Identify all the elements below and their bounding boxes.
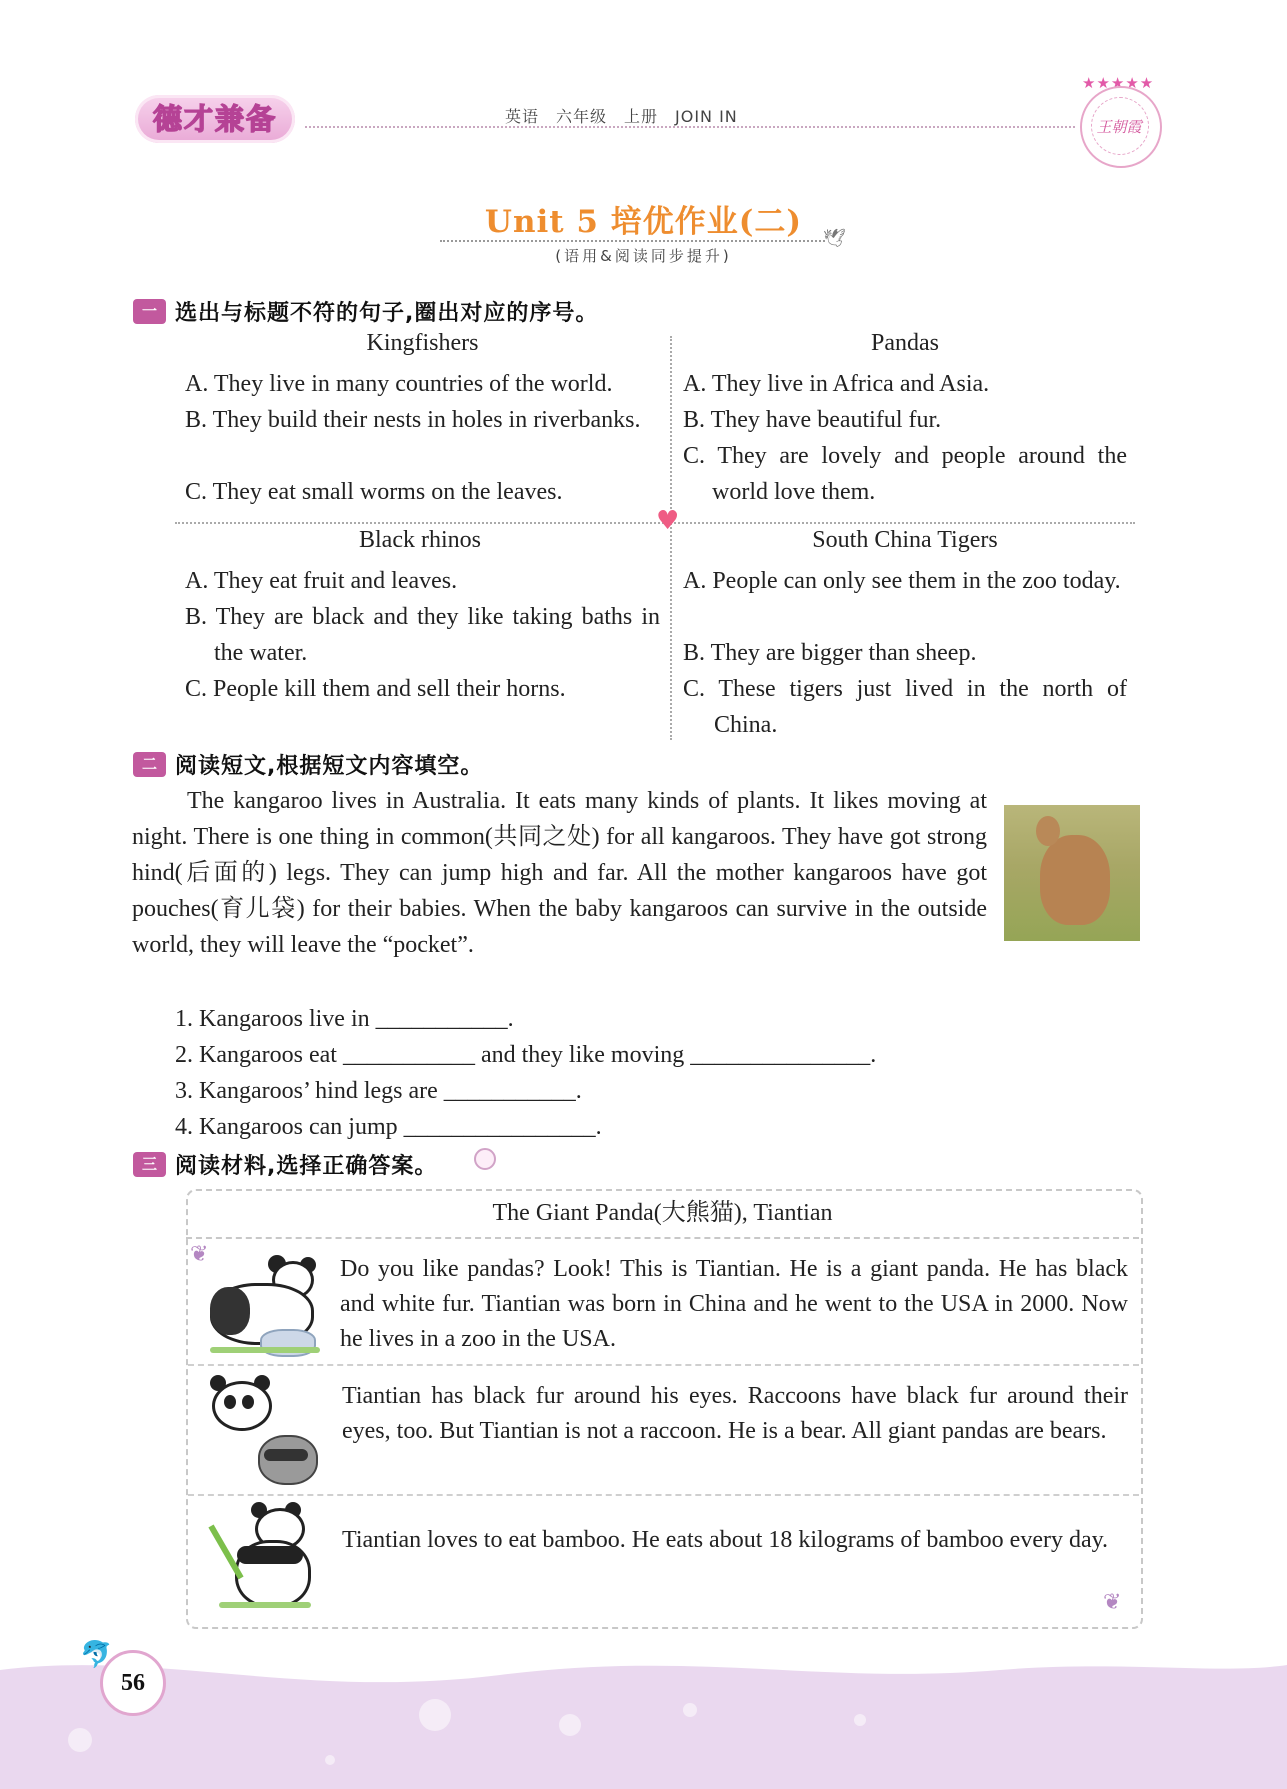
group-heading-pandas: Pandas <box>871 330 939 356</box>
option-tigers-b[interactable]: B. They are bigger than sheep. <box>683 640 977 666</box>
option-rhinos-c[interactable]: C. People kill them and sell their horns. <box>185 676 566 702</box>
question-2[interactable]: 2. Kangaroos eat ___________ and they like moving _______________. <box>175 1042 877 1068</box>
option-kingfishers-a[interactable]: A. They live in many countries of the world. <box>185 371 613 397</box>
panda-raccoon-illustration <box>208 1373 318 1488</box>
kangaroo-passage: The kangaroo lives in Australia. It eats many kinds of plants. It likes moving at night. There is one thing in common(共同之处) for all kangaroos. They have got strong hind(后面的) legs. They can jump high and far. All the mother kangaroos have got pouches(育儿袋) for their babies. When the baby kangaroos can survive in the outside world, they will leave the “pocket”. <box>132 788 987 958</box>
lightbulb-icon <box>474 1148 496 1170</box>
section2-badge: 二 <box>133 752 166 777</box>
page-subtitle: (语用&阅读同步提升) <box>555 247 732 265</box>
panda-illustration-1 <box>210 1255 315 1355</box>
header-subject: 英语 六年级 上册 JOIN IN <box>505 107 738 126</box>
leaf-icon: ❦ <box>190 1242 209 1267</box>
footer-wave <box>0 1640 1287 1789</box>
grid-vertical-divider <box>670 336 672 740</box>
brand-logo <box>135 95 295 143</box>
reading-paragraph-2: Tiantian has black fur around his eyes. Raccoons have black fur around their eyes, too. But Tiantian is not a raccoon. He is a bear. All giant pandas are bears. <box>342 1383 1128 1444</box>
group-heading-kingfishers: Kingfishers <box>366 330 479 356</box>
page-title: Unit 5 培优作业(二) <box>484 204 803 240</box>
option-tigers-a[interactable]: A. People can only see them in the zoo today. <box>683 568 1121 594</box>
title-rule <box>440 240 825 242</box>
row-divider <box>188 1494 1139 1496</box>
leaf-icon: ❦ <box>1103 1590 1122 1615</box>
option-tigers-c[interactable]: C. These tigers just lived in the north of China. <box>683 676 1127 738</box>
group-heading-south-china-tigers: South China Tigers <box>812 527 998 553</box>
heart-icon: ♥ <box>656 506 680 536</box>
bird-icon: 🕊 <box>823 228 846 249</box>
option-pandas-c[interactable]: C. They are lovely and people around the world love them. <box>683 443 1127 505</box>
option-rhinos-a[interactable]: A. They eat fruit and leaves. <box>185 568 458 594</box>
page-number: 56 <box>100 1650 166 1716</box>
group-heading-black-rhinos: Black rhinos <box>359 527 481 553</box>
row-divider <box>188 1364 1139 1366</box>
kangaroo-body-shape <box>1040 835 1110 925</box>
option-rhinos-b[interactable]: B. They are black and they like taking baths in the water. <box>185 604 660 666</box>
option-pandas-b[interactable]: B. They have beautiful fur. <box>683 407 942 433</box>
section2-instruction: 阅读短文,根据短文内容填空。 <box>175 754 484 779</box>
question-4[interactable]: 4. Kangaroos can jump ________________. <box>175 1114 602 1140</box>
kangaroo-head-shape <box>1036 816 1060 846</box>
question-3[interactable]: 3. Kangaroos’ hind legs are ___________. <box>175 1078 582 1104</box>
panda-eating-bamboo-illustration <box>215 1502 310 1617</box>
section1-badge: 一 <box>133 299 166 324</box>
reading-paragraph-1: Do you like pandas? Look! This is Tiantian. He is a giant panda. He has black and white fur. Tiantian was born in China and he went to the USA in 2000. Now he lives in a zoo in the USA. <box>340 1256 1128 1352</box>
seal-stars-icon: ★★★★★ <box>1082 74 1155 92</box>
section3-instruction: 阅读材料,选择正确答案。 <box>175 1154 438 1179</box>
grid-horizontal-divider <box>175 522 1135 524</box>
brand-text: 德才兼备 <box>152 102 277 136</box>
reading-paragraph-3: Tiantian loves to eat bamboo. He eats about 18 kilograms of bamboo every day. <box>342 1527 1109 1553</box>
option-kingfishers-b[interactable]: B. They build their nests in holes in riverbanks. <box>185 407 641 433</box>
option-kingfishers-c[interactable]: C. They eat small worms on the leaves. <box>185 479 563 505</box>
dolphin-icon: 🐬 <box>80 1640 113 1670</box>
option-pandas-a[interactable]: A. They live in Africa and Asia. <box>683 371 990 397</box>
reading-box-title: The Giant Panda(大熊猫), Tiantian <box>492 1200 833 1226</box>
section1-instruction: 选出与标题不符的句子,圈出对应的序号。 <box>175 301 599 326</box>
question-1[interactable]: 1. Kangaroos live in ___________. <box>175 1006 514 1032</box>
section3-badge: 三 <box>133 1152 166 1177</box>
seal-name: 王朝霞 <box>1096 118 1142 136</box>
